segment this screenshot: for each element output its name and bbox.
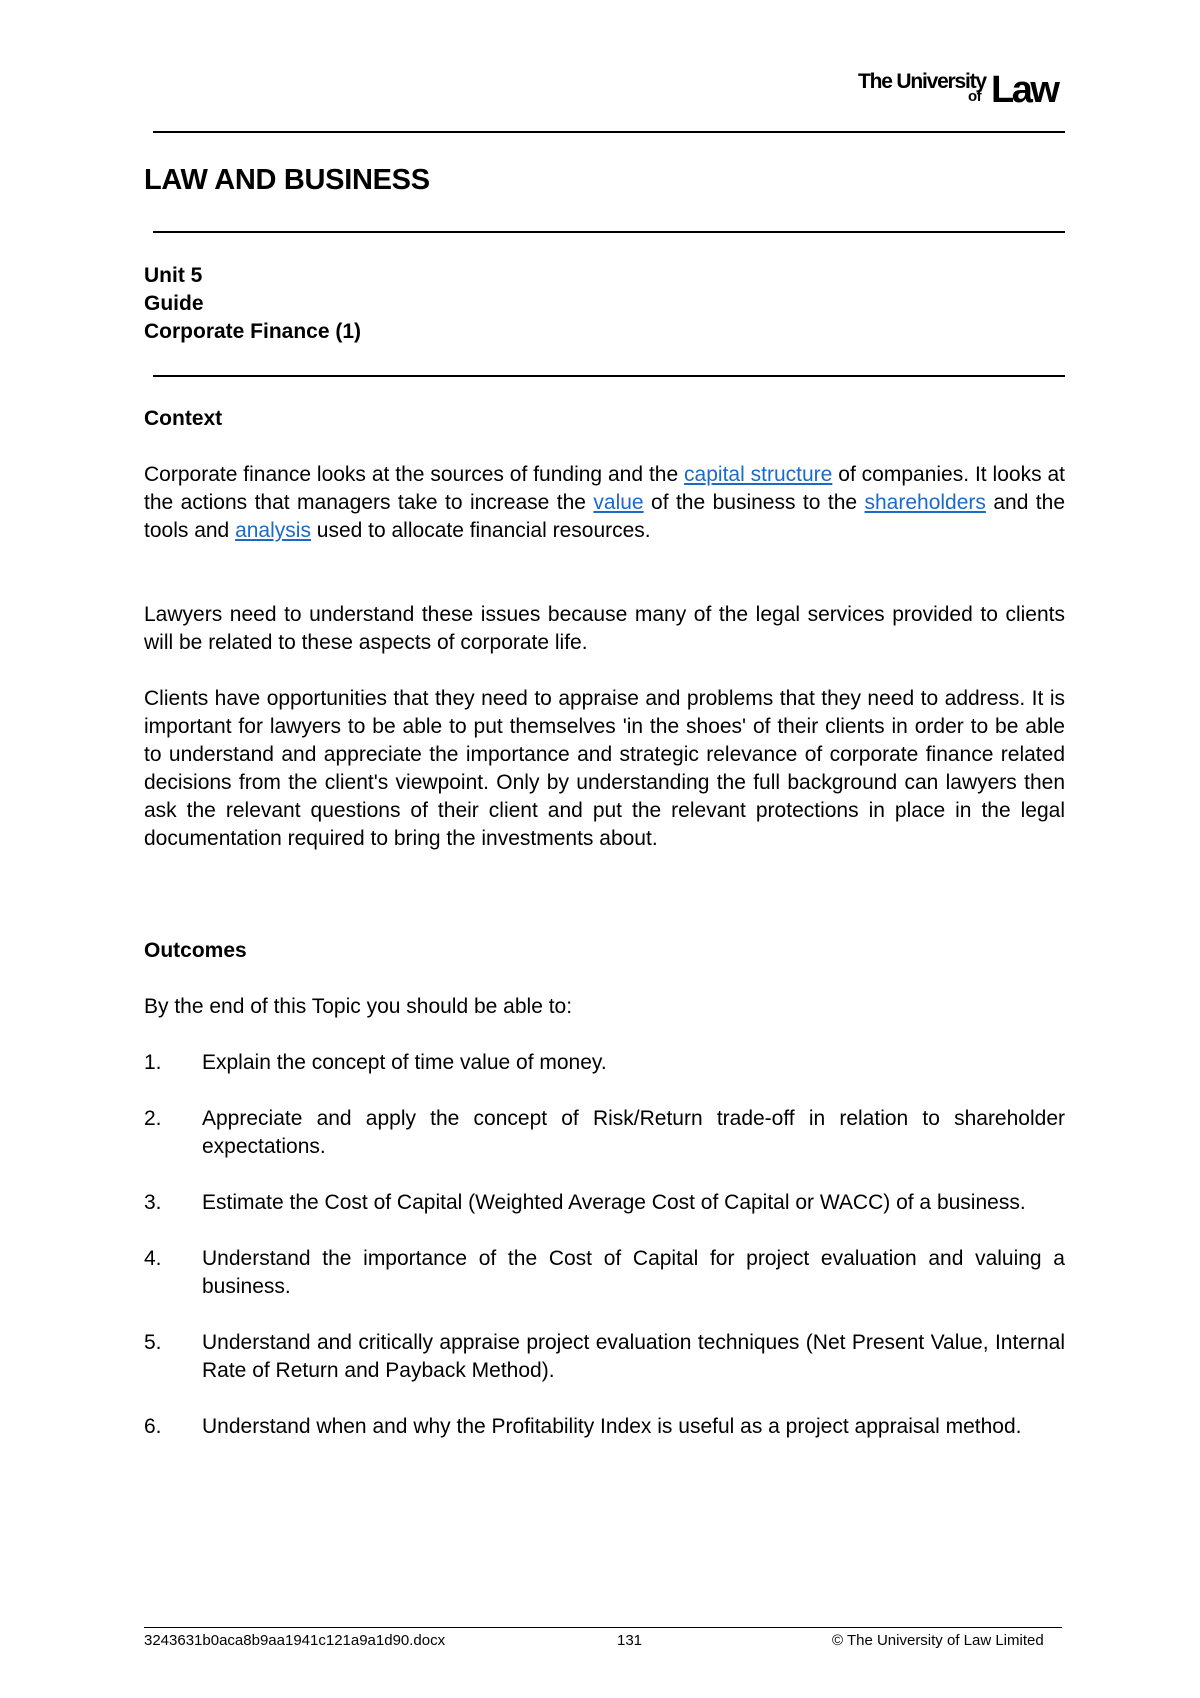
list-number: 4. <box>144 1247 162 1270</box>
list-number: 1. <box>144 1051 162 1074</box>
list-text: Appreciate and apply the concept of Risk/Return trade-off in relation to shareholder expectations. <box>202 1107 1065 1158</box>
list-item <box>144 1329 1065 1385</box>
list-text: Understand and critically appraise project evaluation techniques (Net Present Value, Internal Rate of Return and Payback Method). <box>202 1331 1065 1382</box>
list-text: Understand when and why the Profitability Index is useful as a project appraisal method. <box>202 1415 1022 1438</box>
context-paragraph-2: Lawyers need to understand these issues because many of the legal services provided to clients will be related to these aspects of corporate life. <box>144 603 1065 654</box>
context-text: used to allocate financial resources. <box>310 519 651 542</box>
capital-structure-link[interactable]: capital structure <box>684 463 833 486</box>
university-logo <box>858 66 1068 110</box>
list-item <box>144 1049 1065 1077</box>
context-text: and the tools and <box>144 491 1066 542</box>
footer-copyright: © The University of Law Limited <box>832 1632 1044 1649</box>
context-paragraph-1 <box>144 461 1065 545</box>
list-item <box>144 1413 1065 1441</box>
unit-block <box>144 262 361 346</box>
unit-type: Guide <box>144 292 204 315</box>
context-heading: Context <box>144 407 223 430</box>
header-rule <box>153 131 1065 133</box>
list-number: 3. <box>144 1191 162 1214</box>
list-item <box>144 1245 1065 1301</box>
shareholders-link[interactable]: shareholders <box>864 491 986 514</box>
context-text: Corporate finance looks at the sources of funding and the <box>144 463 685 486</box>
unit-number: Unit 5 <box>144 264 203 287</box>
logo-line-3: Law <box>991 69 1058 111</box>
list-text: Explain the concept of time value of money. <box>202 1051 607 1074</box>
title-rule <box>153 231 1065 233</box>
list-number: 5. <box>144 1331 162 1354</box>
value-link[interactable]: value <box>593 491 644 514</box>
context-text: of the business to the <box>643 491 865 514</box>
logo-line-1: The University <box>858 70 986 93</box>
analysis-link[interactable]: analysis <box>235 519 311 542</box>
outcomes-list <box>144 1049 1065 1441</box>
list-item <box>144 1189 1065 1217</box>
footer-page-number: 131 <box>617 1632 643 1649</box>
unit-subject: Corporate Finance (1) <box>144 320 362 343</box>
context-text: of companies. It looks at the actions that managers take to increase the <box>144 463 1065 514</box>
list-number: 6. <box>144 1415 162 1438</box>
outcomes-heading: Outcomes <box>144 939 247 962</box>
list-number: 2. <box>144 1107 162 1130</box>
outcomes-intro: By the end of this Topic you should be able to: <box>144 995 573 1018</box>
logo-line-2: of <box>968 88 981 105</box>
unit-rule <box>153 375 1065 377</box>
document-title: LAW AND BUSINESS <box>144 164 430 196</box>
list-text: Understand the importance of the Cost of Capital for project evaluation and valuing a business. <box>202 1247 1065 1298</box>
footer-rule <box>144 1627 1062 1628</box>
footer-filename: 3243631b0aca8b9aa1941c121a9a1d90.docx <box>144 1632 446 1649</box>
list-text: Estimate the Cost of Capital (Weighted Average Cost of Capital or WACC) of a business. <box>202 1191 1026 1214</box>
context-paragraph-3: Clients have opportunities that they need to appraise and problems that they need to address. It is important for lawyers to be able to put themselves 'in the shoes' of their clients in order to be able to understand and appreciate the importance and strategic relevance of corporate finance related decisions from the client's viewpoint. Only by understanding the full background can lawyers then ask the relevant questions of their client and put the relevant protections in place in the legal documentation required to bring the investments about. <box>144 687 1065 850</box>
list-item <box>144 1105 1065 1161</box>
